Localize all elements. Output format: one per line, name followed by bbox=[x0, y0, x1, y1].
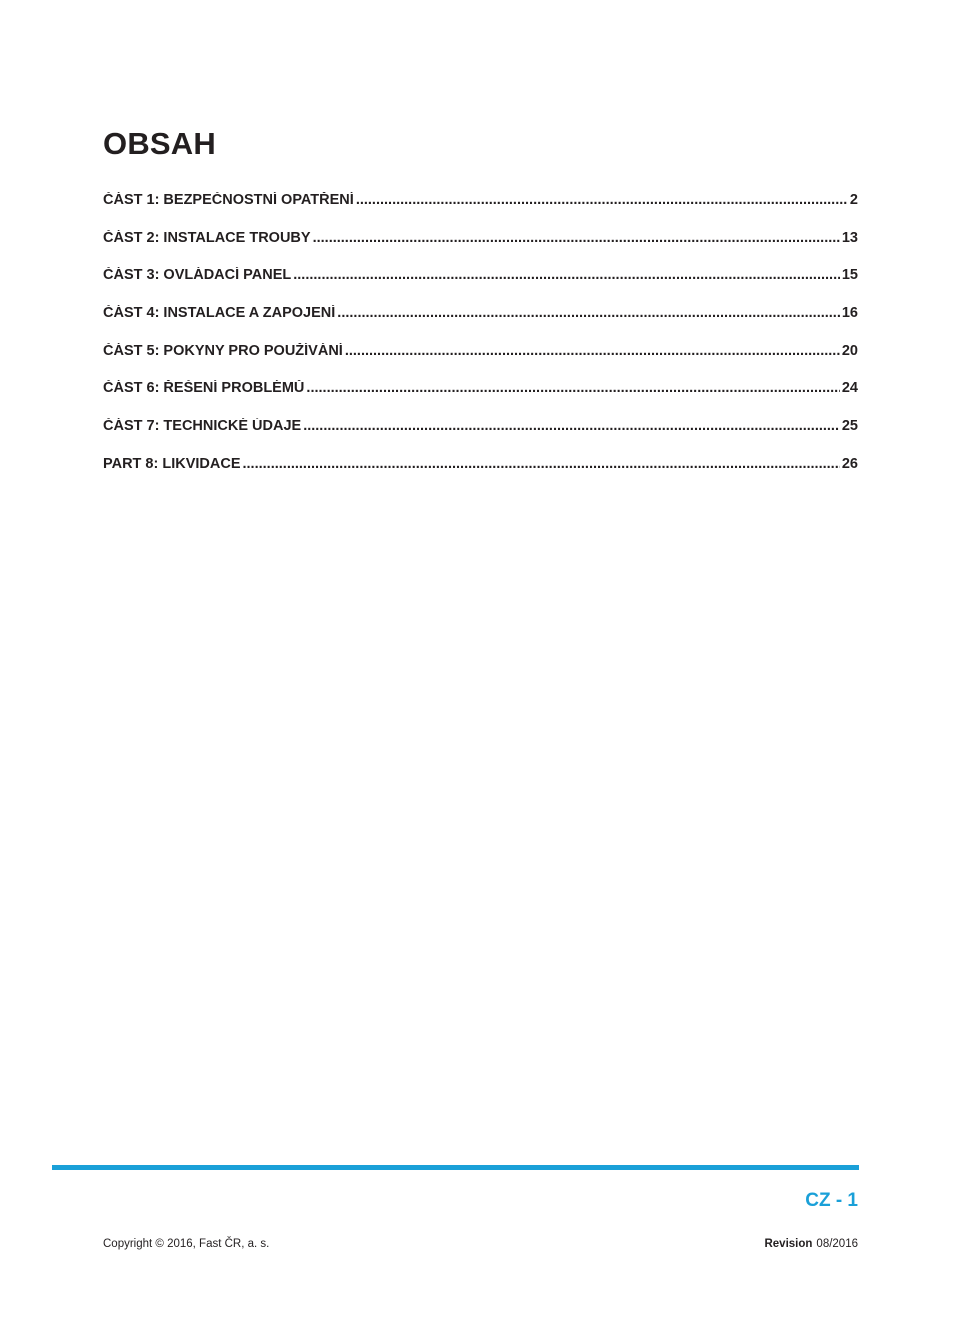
toc-entry-label: ČÁST 7: TECHNICKÉ ÚDAJE bbox=[103, 418, 302, 435]
footer-divider bbox=[52, 1165, 859, 1170]
toc-leader-dots bbox=[356, 192, 848, 208]
toc-entry-page: 16 bbox=[841, 305, 858, 322]
revision-info bbox=[764, 1238, 858, 1250]
toc-entry-page: 15 bbox=[841, 267, 858, 284]
toc-entry-page: 13 bbox=[841, 229, 858, 246]
toc-entry-label: ČÁST 1: BEZPEČNOSTNÍ OPATŘENÍ bbox=[103, 192, 354, 208]
revision-value: 08/2016 bbox=[816, 1238, 858, 1250]
toc-leader-dots bbox=[313, 230, 840, 246]
toc-entry-label: ČÁST 2: INSTALACE TROUBY bbox=[103, 229, 311, 246]
toc-leader-dots bbox=[345, 343, 840, 359]
toc-leader-dots bbox=[293, 267, 840, 283]
toc-entry-label: ČÁST 6: ŘEŠENÍ PROBLÉMŮ bbox=[103, 380, 305, 397]
page-title: OBSAH bbox=[103, 126, 216, 161]
toc-entry-page: 24 bbox=[841, 380, 858, 397]
toc-entry[interactable] bbox=[103, 380, 858, 418]
revision-label: Revision bbox=[764, 1238, 813, 1250]
table-of-contents bbox=[103, 192, 858, 494]
toc-entry-page: 2 bbox=[849, 192, 858, 208]
toc-entry-page: 20 bbox=[841, 342, 858, 359]
toc-entry-label: PART 8: LIKVIDACE bbox=[103, 455, 241, 472]
toc-entry-page: 26 bbox=[841, 455, 858, 472]
page-number: CZ - 1 bbox=[805, 1190, 858, 1211]
toc-entry[interactable] bbox=[103, 267, 858, 305]
toc-leader-dots bbox=[306, 380, 839, 396]
toc-entry[interactable] bbox=[103, 343, 858, 381]
toc-entry[interactable] bbox=[103, 192, 858, 230]
copyright-notice: Copyright © 2016, Fast ČR, a. s. bbox=[103, 1238, 270, 1250]
toc-entry-label: ČÁST 3: OVLÁDACÍ PANEL bbox=[103, 267, 292, 284]
toc-entry[interactable] bbox=[103, 456, 858, 494]
toc-entry[interactable] bbox=[103, 230, 858, 268]
toc-entry-label: ČÁST 4: INSTALACE A ZAPOJENÍ bbox=[103, 305, 336, 322]
toc-entry[interactable] bbox=[103, 418, 858, 456]
toc-entry-page: 25 bbox=[841, 418, 858, 435]
toc-entry[interactable] bbox=[103, 305, 858, 343]
toc-leader-dots bbox=[243, 456, 840, 472]
toc-leader-dots bbox=[303, 418, 840, 434]
toc-leader-dots bbox=[337, 305, 840, 321]
toc-entry-label: ČÁST 5: POKYNY PRO POUŽÍVÁNÍ bbox=[103, 342, 343, 359]
